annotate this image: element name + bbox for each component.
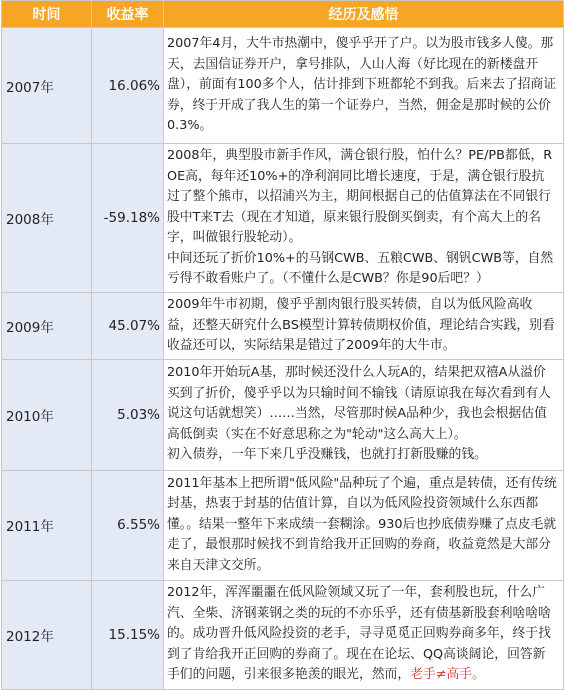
experience-text: 2011年基本上把所谓"低风险"品种玩了个遍，重点是转债，还有传统封基，热衷于封基的估值计算，自以为低风险投资领域什么东西都懂。。结果一整年下来成绩一套糊涂。930后也抄底债券赚了点皮毛就走了，最恨那时候找不到肯给我开正回购的券商，收益竟然是大部分来自天津文交所。 xyxy=(167,475,557,573)
year-cell: 2009年 xyxy=(2,293,92,360)
table-row xyxy=(2,144,564,293)
experience-text: 2010年开始玩A基，那时候还没什么人玩A的，结果把双禧A从溢价买到了折价，傻乎乎以为只输时间不输钱（请原谅我在每次看到有人说这句话就想笑）……当然，尽管那时候A品种少，我也会根据估值高低倒卖（实在不好意思称之为"轮动"这么高大上）。 xyxy=(167,365,551,442)
rate-cell: 6.55% xyxy=(92,470,164,580)
year-cell: 2007年 xyxy=(2,28,92,144)
rate-cell: -59.18% xyxy=(92,144,164,293)
rate-cell: 15.15% xyxy=(92,580,164,689)
experience-text-2: 初入债券，一年下来几乎没赚钱，也就打打新股赚的钱。 xyxy=(167,447,487,463)
experience-cell xyxy=(164,580,564,689)
rate-cell: 16.06% xyxy=(92,28,164,144)
rate-cell: 45.07% xyxy=(92,293,164,360)
experience-text-2: 中间还玩了折价10%+的马钢CWB、五粮CWB、钢钒CWB等，自然亏得不敢看账户了。（不懂什么是CWB？你是90后吧？） xyxy=(167,250,554,287)
experience-cell xyxy=(164,144,564,293)
rate-cell: 5.03% xyxy=(92,359,164,470)
table-row xyxy=(2,293,564,360)
experience-text: 2007年4月，大牛市热潮中，傻乎乎开了户。以为股市钱多人傻。那天，去国信证券开户，拿号排队，人山人海（好比现在的新楼盘开盘），前面有100多个人，估计排到下班都轮不到我。后来去了招商证券，终于开成了我人生的第一个证券户，当然，佣金是那时候的公价0.3%。 xyxy=(167,36,557,134)
experience-cell xyxy=(164,359,564,470)
year-cell: 2010年 xyxy=(2,359,92,470)
experience-text: 2009年牛市初期，傻乎乎割肉银行股买转债，自以为低风险高收益，还整天研究什么BS模型计算转债期权价值，理论结合实践，别看收益还可以，实际结果是错过了2009年的大牛市。 xyxy=(167,297,555,353)
year-cell: 2011年 xyxy=(2,470,92,580)
experience-text: 2012年，浑浑噩噩在低风险领域又玩了一年，套利股也玩，什么广汽、全柴、济钢莱钢之类的玩的不亦乐乎，还有债基新股套利啥啥啥的。成功晋升低风险投资的老手，寻寻觅觅正回购券商多年，终于找到了肯给我开正回购的券商了。现在在论坛、QQ高谈阔论，回答新手们的问题，引来很多艳羡的眼光，然而， xyxy=(167,585,551,683)
year-cell: 2008年 xyxy=(2,144,92,293)
table-row xyxy=(2,470,564,580)
investment-history-table xyxy=(1,0,564,690)
header-time: 时间 xyxy=(2,1,92,28)
header-rate: 收益率 xyxy=(92,1,164,28)
experience-text: 2008年，典型股市新手作风，满仓银行股，怕什么？PE/PB都低，ROE高，每年还10%+的净利润同比增长速度，于是，满仓银行股抗过了整个熊市，以招浦兴为主，期间根据自己的估值算法在不同银行股中T来T去（现在才知道，原来银行股倒买倒卖，有个高大上的名字，叫做银行股轮动）。 xyxy=(167,148,553,246)
header-experience: 经历及感悟 xyxy=(164,1,564,28)
table-row xyxy=(2,359,564,470)
experience-cell xyxy=(164,28,564,144)
year-cell: 2012年 xyxy=(2,580,92,689)
experience-cell xyxy=(164,470,564,580)
highlight-text: 老手≠高手。 xyxy=(410,667,485,683)
experience-cell xyxy=(164,293,564,360)
table-header-row xyxy=(2,1,564,28)
table-row xyxy=(2,580,564,689)
table-row xyxy=(2,28,564,144)
